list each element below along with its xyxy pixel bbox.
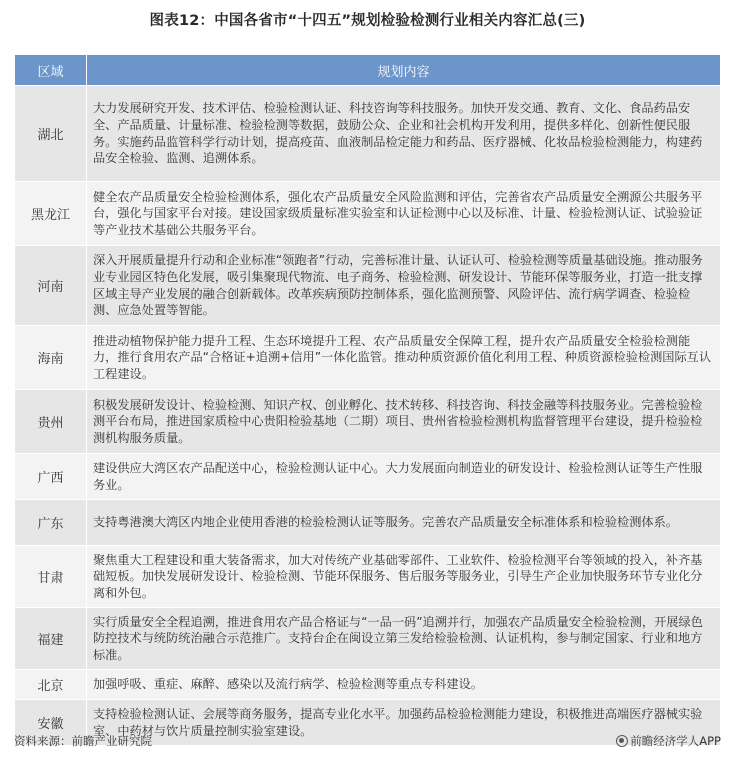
- content-cell: 健全农产品质量安全检验检测体系，强化农产品质量安全风险监测和评估，完善省农产品质量安全溯源公共服务平台，强化与国家平台对接。建设国家级质量标准实验室和认证检测中心以及标准、计量、检验检测认证、试验验证等产业技术基础公共服务平台。: [87, 182, 721, 246]
- brand-credit: [616, 733, 721, 749]
- region-cell: 广西: [15, 454, 87, 500]
- region-cell: 甘肃: [15, 546, 87, 608]
- table-row: [15, 326, 721, 390]
- content-cell: 支持检验检测认证、会展等商务服务，提高专业化水平。加强药品检验检测能力建设，积极推进高端医疗器械实验室、中药材与饮片质量控制实验室建设。: [87, 700, 721, 746]
- content-cell: 建设供应大湾区农产品配送中心，检验检测认证中心。大力发展面向制造业的研发设计、检验检测认证等生产性服务业。: [87, 454, 721, 500]
- region-cell: 河南: [15, 246, 87, 326]
- content-cell: 推进动植物保护能力提升工程、生态环境提升工程、农产品质量安全保障工程，提升农产品质量安全检验检测能力，推行食用农产品“合格证+追溯+信用”一体化监管。推动种质资源价值化利用工程、种质资源检验检测国际互认工程建设。: [87, 326, 721, 390]
- table-row: [15, 86, 721, 182]
- table-row: [15, 670, 721, 700]
- table-row: [15, 246, 721, 326]
- table-row: [15, 182, 721, 246]
- table-row: [15, 608, 721, 670]
- region-cell: 广东: [15, 500, 87, 546]
- content-cell: 积极发展研发设计、检验检测、知识产权、创业孵化、技术转移、科技咨询、科技金融等科技服务业。完善检验检测平台布局，推进国家质检中心贵阳检验基地（二期）项目、贵州省检验检测机构监督管理平台建设，提升检验检测机构服务质量。: [87, 390, 721, 454]
- region-cell: 北京: [15, 670, 87, 700]
- header-region: 区域: [15, 55, 87, 86]
- planning-table: [14, 54, 721, 746]
- content-cell: 聚焦重大工程建设和重大装备需求，加大对传统产业基础零部件、工业软件、检验检测平台等领域的投入，补齐基础短板。加快发展研发设计、检验检测、节能环保服务、售后服务等服务业，引导生产企业加快服务环节专业化分离和外包。: [87, 546, 721, 608]
- content-cell: 大力发展研究开发、技术评估、检验检测认证、科技咨询等科技服务。加快开发交通、教育、文化、食品药品安全、产品质量、计量标准、检验检测等数据，鼓励公众、企业和社会机构开发利用，提供多样化、创新性便民服务。实施药品监管科学行动计划，提高疫苗、血液制品检定能力和药品、医疗器械、化妆品检验检测能力，构建药品安全检验、监测、追溯体系。: [87, 86, 721, 182]
- source-note: 资料来源：前瞻产业研究院: [14, 734, 152, 748]
- content-cell: 实行质量安全全程追溯，推进食用农产品合格证与“一品一码”追溯并行，加强农产品质量安全检验检测，开展绿色防控技术与统防统治融合示范推广。支持台企在闽设立第三发给检验检测、认证机构，参与制定国家、行业和地方标准。: [87, 608, 721, 670]
- brand-logo-icon: [616, 735, 628, 747]
- table-row: [15, 390, 721, 454]
- region-cell: 贵州: [15, 390, 87, 454]
- table-row: [15, 454, 721, 500]
- region-cell: 黑龙江: [15, 182, 87, 246]
- region-cell: 安徽: [15, 700, 87, 746]
- table-row: [15, 546, 721, 608]
- header-content: 规划内容: [87, 55, 721, 86]
- table-row: [15, 500, 721, 546]
- chart-title: 图表12：中国各省市“十四五”规划检验检测行业相关内容汇总(三): [149, 13, 586, 29]
- region-cell: 海南: [15, 326, 87, 390]
- region-cell: 福建: [15, 608, 87, 670]
- region-cell: 湖北: [15, 86, 87, 182]
- content-cell: 加强呼吸、重症、麻醉、感染以及流行病学、检验检测等重点专科建设。: [87, 670, 721, 700]
- brand-text: 前瞻经济学人APP: [630, 734, 721, 748]
- table-header-row: [15, 55, 721, 86]
- content-cell: 深入开展质量提升行动和企业标准“领跑者”行动，完善标准计量、认证认可、检验检测等质量基础设施。推动服务业专业园区特色化发展，吸引集聚现代物流、电子商务、检验检测、研发设计、节能环保等服务业，打造一批支撑区域主导产业发展的融合创新载体。改革疾病预防控制体系，强化监测预警、风险评估、流行病学调查、检验检测、应急处置等智能。: [87, 246, 721, 326]
- content-cell: 支持粤港澳大湾区内地企业使用香港的检验检测认证等服务。完善农产品质量安全标准体系和检验检测体系。: [87, 500, 721, 546]
